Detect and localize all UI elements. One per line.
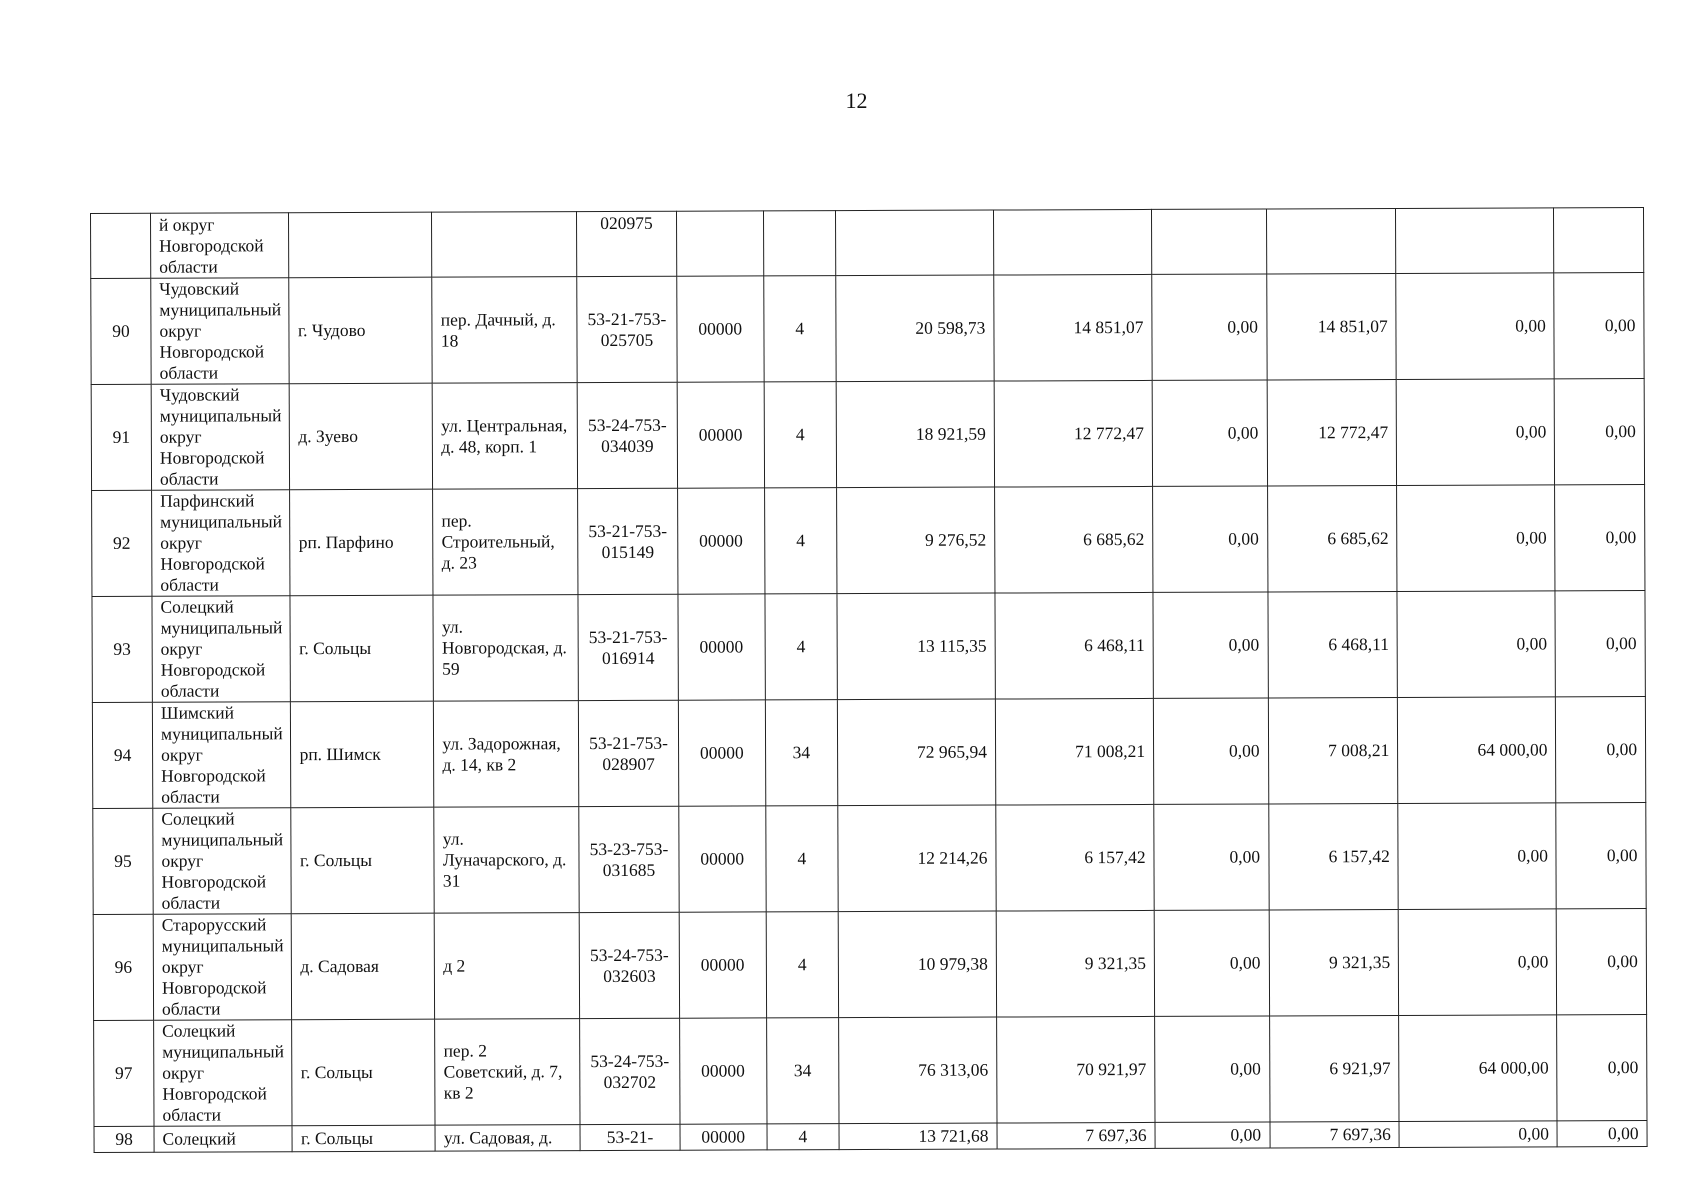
cell-v4: 9 321,35 [1269,909,1399,1015]
cell-address: ул. Центральная, д. 48, корп. 1 [432,383,577,490]
cell-v3: 0,00 [1155,1122,1270,1148]
cell-address [432,212,577,278]
cell-oktmo: 00000 [679,912,767,1018]
cell-v3: 0,00 [1155,1016,1270,1122]
cell-area: 4 [764,382,836,488]
cell-oktmo: 00000 [679,1018,767,1124]
cell-v6: 0,00 [1555,591,1645,697]
cell-no: 93 [92,596,152,702]
cell-address: пер. 2 Советский, д. 7, кв 2 [435,1019,580,1126]
cell-v1: 12 214,26 [838,805,997,912]
cell-address: ул. Новгородская, д. 59 [433,595,578,702]
cell-area: 4 [764,488,836,594]
cell-code: 020975 [577,211,676,276]
cell-settlement: г. Сольцы [292,1019,435,1126]
cell-area: 4 [766,912,838,1018]
cell-settlement: рп. Шимск [291,701,434,808]
cell-area: 4 [766,806,838,912]
cell-v6: 0,00 [1555,485,1645,591]
table-row [91,273,1644,385]
cell-no: 96 [93,914,153,1020]
cell-v6: 0,00 [1556,803,1646,909]
cell-v3: 0,00 [1153,592,1268,698]
cell-v1: 76 313,06 [838,1017,997,1124]
cell-v2: 7 697,36 [997,1122,1155,1149]
cell-municipality: й округ Новгородской области [150,213,289,279]
table-body [91,208,1648,1153]
cell-v6: 0,00 [1557,1121,1647,1147]
table-row [92,697,1645,809]
cell-v1: 13 721,68 [839,1123,997,1150]
cell-area: 4 [765,594,837,700]
cell-v2: 6 468,11 [995,592,1154,699]
cell-municipality: Солецкий муниципальный округ Новгородской области [152,596,291,703]
cell-address: ул. Луначарского, д. 31 [434,807,579,914]
cell-oktmo: 00000 [678,594,766,700]
cell-v4: 6 921,97 [1269,1015,1399,1121]
cell-oktmo: 00000 [680,1124,767,1150]
cell-v5: 0,00 [1397,485,1556,592]
cell-municipality: Солецкий муниципальный округ Новгородской области [154,1020,293,1127]
page-number: 12 [845,88,868,113]
cell-settlement: г. Сольцы [291,807,434,914]
cell-v4: 7 697,36 [1270,1121,1400,1147]
cell-settlement: рп. Парфино [290,489,433,596]
cell-no: 92 [92,490,152,596]
cell-address: ул. Садовая, д. [435,1125,580,1152]
table-row [92,485,1645,597]
cell-v5: 0,00 [1399,1121,1557,1148]
cell-v2: 70 921,97 [997,1016,1156,1123]
cell-settlement: г. Сольцы [290,595,433,702]
cell-v6: 0,00 [1557,909,1647,1015]
cell-v2: 9 321,35 [996,910,1155,1017]
cell-no: 98 [94,1126,154,1152]
cell-v5: 64 000,00 [1398,697,1557,804]
cell-v4: 6 685,62 [1267,485,1397,591]
cell-v1: 72 965,94 [837,699,996,806]
cell-v5: 0,00 [1396,273,1555,380]
cell-municipality: Старорусский муниципальный округ Новгородской области [153,914,292,1021]
cell-v3: 0,00 [1154,910,1269,1016]
cell-v5: 0,00 [1398,803,1557,910]
cell-v5: 0,00 [1396,379,1555,486]
cell-municipality: Солецкий [154,1126,293,1153]
cell-v6: 0,00 [1556,697,1646,803]
cell-v2: 71 008,21 [995,698,1154,805]
table-row [93,909,1646,1021]
cell-code: 53-21-753-028907 [579,700,679,806]
cell-area: 34 [766,1018,838,1124]
cell-municipality: Солецкий муниципальный округ Новгородской области [153,808,292,915]
cell-code: 53-24-753-032603 [580,912,680,1018]
cell-area [763,211,835,276]
cell-no: 94 [92,702,152,808]
cell-v1: 13 115,35 [837,593,996,700]
cell-v3: 0,00 [1153,486,1268,592]
cell-v6: 0,00 [1554,273,1644,379]
cell-address: пер. Дачный, д. 18 [432,277,577,384]
cell-oktmo: 00000 [678,700,766,806]
table-row-partial [94,1121,1647,1153]
cell-settlement: г. Сольцы [292,1125,435,1152]
cell-municipality: Чудовский муниципальный округ Новгородской области [151,384,290,491]
cell-v1: 9 276,52 [836,487,995,594]
cell-v3: 0,00 [1153,698,1268,804]
table-row [92,591,1645,703]
cell-v3: 0,00 [1152,274,1267,380]
cell-no [91,213,151,278]
cell-v4: 6 157,42 [1268,803,1398,909]
cell-v1: 18 921,59 [836,381,995,488]
cell-v6 [1554,208,1644,273]
cell-v5: 64 000,00 [1399,1015,1558,1122]
cell-code: 53-21- [580,1124,679,1150]
cell-address: ул. Задорожная, д. 14, кв 2 [434,701,579,808]
cell-v5: 0,00 [1397,591,1556,698]
cell-settlement: д. Зуево [290,383,433,490]
cell-oktmo [676,211,763,276]
cell-area: 34 [765,700,837,806]
cell-no: 91 [91,384,151,490]
cell-oktmo: 00000 [677,382,765,488]
cell-no: 90 [91,278,151,384]
cell-v3 [1152,209,1267,274]
cell-area: 4 [764,276,836,382]
cell-v5 [1396,208,1554,274]
cell-oktmo: 00000 [677,488,765,594]
cell-municipality: Чудовский муниципальный округ Новгородской области [151,278,290,385]
cell-v2 [993,209,1151,275]
cell-code: 53-24-753-034039 [578,382,678,488]
cell-v6: 0,00 [1555,379,1645,485]
cell-v4: 6 468,11 [1268,591,1398,697]
table-row [91,379,1644,491]
cell-municipality: Парфинский муниципальный округ Новгородской области [152,490,291,597]
cell-municipality: Шимский муниципальный округ Новгородской области [152,702,291,809]
cell-v2: 6 685,62 [994,486,1153,593]
cell-v1 [835,210,993,276]
cell-v3: 0,00 [1154,804,1269,910]
cell-settlement: г. Чудово [289,277,432,384]
cell-no: 95 [93,808,153,914]
cell-v5: 0,00 [1399,909,1558,1016]
subsidy-table [90,207,1648,1153]
cell-address: д 2 [435,913,580,1020]
cell-no: 97 [94,1020,154,1126]
cell-area: 4 [767,1124,839,1150]
cell-oktmo: 00000 [678,806,766,912]
cell-v2: 12 772,47 [994,380,1153,487]
table-row [94,1015,1647,1127]
cell-v4: 12 772,47 [1267,379,1397,485]
cell-oktmo: 00000 [676,276,764,382]
cell-code: 53-23-753-031685 [579,806,679,912]
cell-settlement [289,212,432,278]
cell-v1: 20 598,73 [836,275,995,382]
cell-v1: 10 979,38 [838,911,997,1018]
cell-v6: 0,00 [1557,1015,1647,1121]
cell-settlement: д. Садовая [292,913,435,1020]
cell-v4 [1266,208,1396,273]
cell-code: 53-21-753-016914 [578,594,678,700]
cell-code: 53-21-753-015149 [578,488,678,594]
cell-v4: 14 851,07 [1266,273,1396,379]
cell-address: пер. Строительный, д. 23 [433,489,578,596]
table-row-continued [91,208,1644,279]
cell-code: 53-24-753-032702 [580,1018,680,1124]
cell-v3: 0,00 [1152,380,1267,486]
cell-v2: 6 157,42 [996,804,1155,911]
table-row [93,803,1646,915]
cell-code: 53-21-753-025705 [577,276,677,382]
cell-v2: 14 851,07 [994,274,1153,381]
cell-v4: 7 008,21 [1268,697,1398,803]
